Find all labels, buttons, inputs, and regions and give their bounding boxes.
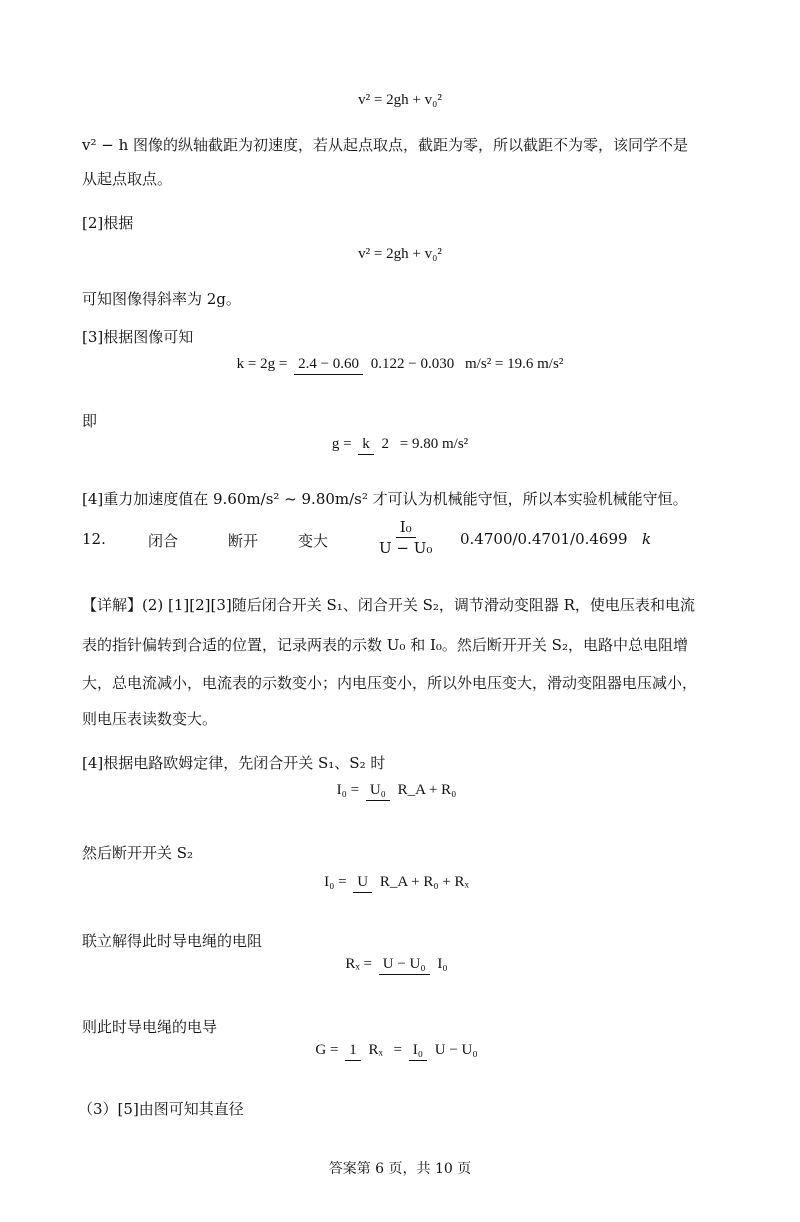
detail-line-5: [4]根据电路欧姆定律，先闭合开关 S₁、S₂ 时 bbox=[82, 754, 386, 772]
equation-resistance bbox=[0, 954, 800, 975]
equation-free-fall-2 bbox=[0, 246, 800, 263]
equation-slope bbox=[0, 354, 800, 375]
denominator: R_A + R₀ + Rₓ bbox=[379, 874, 469, 890]
equation-current-1 bbox=[0, 780, 800, 801]
numerator: 2.4 − 0.60 bbox=[294, 355, 363, 375]
answer-1: 闭合 bbox=[148, 532, 179, 550]
eq-left: k = 2g = bbox=[236, 355, 288, 372]
fraction-2 bbox=[409, 1040, 482, 1061]
fraction-1 bbox=[345, 1040, 387, 1061]
eq-left: g = bbox=[331, 435, 352, 452]
fraction bbox=[358, 434, 393, 455]
numerator: I₀ bbox=[409, 1041, 427, 1061]
paragraph-intercept: v² − h 图像的纵轴截距为初速度，若从起点取点，截距为零，所以截距不为零，该同学不是 bbox=[82, 136, 689, 154]
equation-current-2 bbox=[0, 872, 800, 893]
denominator: R_A + R₀ bbox=[397, 782, 457, 798]
fraction bbox=[294, 354, 458, 375]
eq-left: Rₓ = bbox=[345, 955, 372, 972]
detail-line-6: 然后断开开关 S₂ bbox=[82, 844, 194, 862]
step-4-conclusion: [4]重力加速度值在 9.60m/s² ~ 9.80m/s² 才可认为机械能守恒，所以本实验机械能守恒。 bbox=[82, 490, 688, 508]
fraction bbox=[379, 954, 452, 975]
equation-free-fall-1 bbox=[0, 92, 800, 109]
paragraph-ji: 即 bbox=[82, 412, 98, 430]
denominator: I₀ bbox=[437, 956, 448, 972]
denominator: U − U₀ bbox=[434, 1042, 478, 1058]
equation-text: v² = 2gh + v₀² bbox=[358, 92, 442, 108]
denominator: Rₓ bbox=[368, 1042, 383, 1058]
answer-2: 断开 bbox=[228, 532, 259, 550]
detail-line-7: 联立解得此时导电绳的电阻 bbox=[82, 932, 263, 950]
detail-line-1: 【详解】(2) [1][2][3]随后闭合开关 S₁、闭合开关 S₂，调节滑动变阻器 R，使电压表和电流 bbox=[82, 596, 695, 614]
numerator: k bbox=[358, 435, 374, 455]
fraction bbox=[366, 780, 461, 801]
denominator: 0.122 − 0.030 bbox=[370, 356, 455, 372]
eq-left: G = bbox=[315, 1041, 339, 1058]
answer-6: k bbox=[642, 530, 652, 548]
fraction bbox=[353, 872, 473, 893]
numerator: U bbox=[353, 873, 372, 893]
eq-left: I₀ = bbox=[336, 781, 360, 798]
paragraph-intercept-cont: 从起点取点。 bbox=[82, 170, 173, 188]
denominator: 2 bbox=[381, 436, 390, 452]
detail-line-3: 大，总电流减小，电流表的示数变小；内电压变小，所以外电压变大，滑动变阻器电压减小， bbox=[82, 674, 698, 692]
eq-left: I₀ = bbox=[324, 873, 347, 890]
step-3-label: [3]根据图像可知 bbox=[82, 328, 194, 346]
answer-5: 0.4700/0.4701/0.4699 bbox=[460, 530, 628, 548]
question-number: 12. bbox=[82, 530, 106, 548]
answer-3: 变大 bbox=[298, 532, 329, 550]
numerator: 1 bbox=[345, 1041, 361, 1061]
equation-gravity bbox=[0, 434, 800, 455]
answer-4-fraction bbox=[375, 518, 436, 557]
numerator: I₀ bbox=[396, 518, 416, 538]
equation-conductance bbox=[0, 1040, 800, 1061]
step-2-label: [2]根据 bbox=[82, 214, 134, 232]
numerator: U − U₀ bbox=[379, 955, 430, 975]
detail-line-8: 则此时导电绳的电导 bbox=[82, 1018, 218, 1036]
detail-line-2: 表的指针偏转到合适的位置，记录两表的示数 U₀ 和 I₀。然后断开开关 S₂，电路中总电阻增 bbox=[82, 636, 688, 654]
page-footer: 答案第 6 页，共 10 页 bbox=[328, 1161, 472, 1177]
numerator: U₀ bbox=[366, 781, 390, 801]
equation-text: v² = 2gh + v₀² bbox=[358, 246, 442, 262]
denominator: U − U₀ bbox=[379, 539, 433, 557]
paragraph-slope: 可知图像得斜率为 2g。 bbox=[82, 290, 241, 308]
eq-right: m/s² = 19.6 m/s² bbox=[465, 355, 564, 372]
detail-line-4: 则电压表读数变大。 bbox=[82, 710, 218, 728]
detail-line-9: （3）[5]由图可知其直径 bbox=[78, 1100, 244, 1118]
equals-sign: = bbox=[393, 1041, 403, 1058]
eq-right: = 9.80 m/s² bbox=[399, 435, 469, 452]
